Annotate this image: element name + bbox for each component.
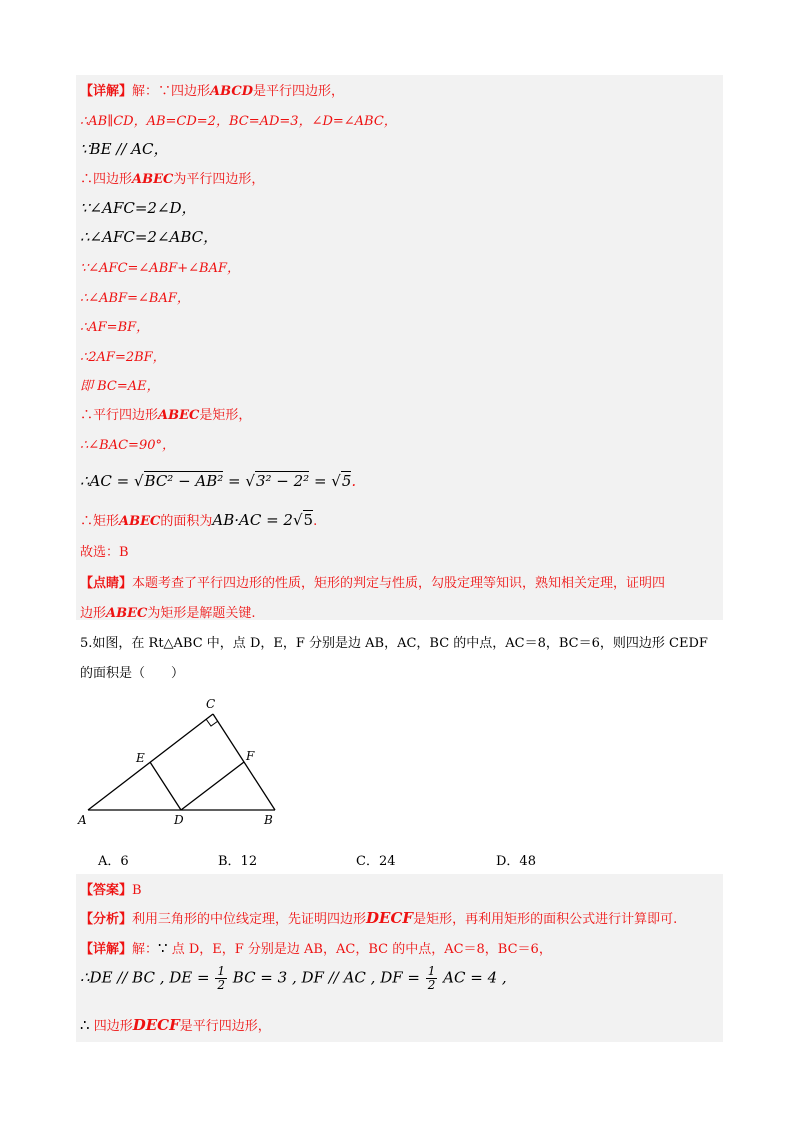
question-5-line-2: 的面积是（ ） bbox=[80, 666, 185, 681]
solution-line-4: ∴四边形ABEC为平行四边形， bbox=[80, 172, 265, 187]
solution-line-15: ∴矩形ABEC的面积为AB·AC = 2√5. bbox=[80, 511, 318, 529]
option-b[interactable]: B．12 bbox=[218, 854, 258, 869]
solution-line-12: ∴平行四边形ABEC是矩形， bbox=[80, 408, 252, 423]
option-c[interactable]: C．24 bbox=[356, 854, 396, 869]
solution-line-10: ∴2AF=2BF， bbox=[80, 350, 166, 365]
solution-line-7: ∵∠AFC=∠ABF+∠BAF， bbox=[80, 261, 241, 276]
analysis-line: 【分析】利用三角形的中位线定理，先证明四边形DECF是矩形，再利用矩形的面积公式进行计算即可. bbox=[80, 909, 678, 927]
triangle-figure bbox=[70, 698, 290, 838]
solution-line-3: ∵BE // AC， bbox=[80, 140, 169, 158]
segment-ed bbox=[150, 762, 181, 810]
remark-line-2: 边形ABEC为矩形是解题关键. bbox=[80, 606, 256, 621]
label-e: E bbox=[136, 751, 145, 765]
label-c: C bbox=[206, 698, 216, 711]
solution-line-5: ∵∠AFC=2∠D， bbox=[80, 199, 197, 217]
option-d[interactable]: D．48 bbox=[496, 854, 536, 869]
equation-line: ∴DE // BC , DE = $\frac{1}{2}$ BC = 3 , DF // AC , DF = $\frac{1}{2}$ AC = 4 , bbox=[80, 964, 507, 992]
solution-line-16: 故选：B bbox=[80, 545, 129, 560]
remark-line-1: 【点睛】本题考查了平行四边形的性质，矩形的判定与性质，勾股定理等知识，熟知相关定理，证明四 bbox=[80, 576, 666, 591]
solution-line-11: 即 BC=AE， bbox=[80, 379, 160, 394]
question-5-line-1: 5.如图，在 Rt△ABC 中，点 D，E，F 分别是边 AB，AC，BC 的中点，AC＝8，BC＝6，则四边形 CEDF bbox=[80, 636, 708, 651]
solution-line-13: ∴∠BAC=90°， bbox=[80, 438, 175, 453]
fraction-one-half-1: $\frac{1}{2}$ bbox=[217, 964, 225, 992]
solution-line-6: ∴∠AFC=2∠ABC， bbox=[80, 228, 219, 246]
solution-line-8: ∴∠ABF=∠BAF， bbox=[80, 291, 190, 306]
segment-df bbox=[181, 762, 244, 810]
conclusion-line: ∴ 四边形DECF是平行四边形， bbox=[80, 1016, 271, 1034]
solution-line-2: ∴AB∥CD，AB=CD=2，BC=AD=3，∠D=∠ABC， bbox=[80, 114, 397, 129]
fraction-one-half-2: $\frac{1}{2}$ bbox=[427, 964, 436, 992]
solution-line-9: ∴AF=BF， bbox=[80, 320, 150, 335]
label-a: A bbox=[78, 813, 87, 827]
solution-block bbox=[76, 75, 723, 620]
solution-line-14: ∴AC = √BC² − AB² = √3² − 2² = √5. bbox=[80, 472, 357, 490]
label-f: F bbox=[246, 749, 255, 763]
answer-line: 【答案】B bbox=[80, 883, 142, 898]
detail-line: 【详解】解：∵ 点 D，E，F 分别是边 AB，AC，BC 的中点，AC＝8，BC＝6， bbox=[80, 939, 552, 957]
option-a[interactable]: A．6 bbox=[98, 854, 129, 869]
solution-line-1: 【详解】解：∵四边形ABCD是平行四边形， bbox=[80, 84, 344, 99]
label-d: D bbox=[174, 813, 184, 827]
label-b: B bbox=[264, 813, 273, 827]
